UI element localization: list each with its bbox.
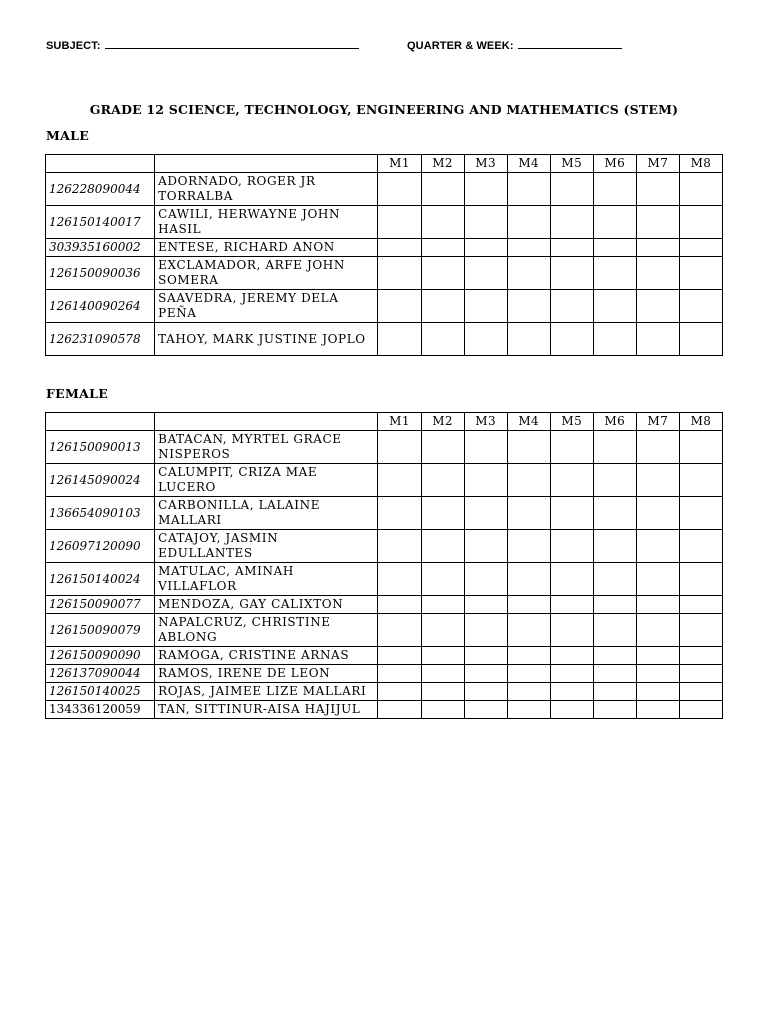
grade-cell-m7[interactable] <box>636 239 679 257</box>
grade-cell-m6[interactable] <box>593 596 636 614</box>
grade-cell-m5[interactable] <box>550 206 593 239</box>
quarter-week-blank[interactable] <box>518 38 622 49</box>
grade-cell-m7[interactable] <box>636 683 679 701</box>
table-row <box>46 323 723 356</box>
table-row <box>46 701 723 719</box>
grade-cell-m2[interactable] <box>421 323 464 356</box>
grade-cell-m2[interactable] <box>421 596 464 614</box>
grade-cell-m2[interactable] <box>421 647 464 665</box>
grade-cell-m3[interactable] <box>464 683 507 701</box>
grade-cell-m4[interactable] <box>507 701 550 719</box>
blank-id-header <box>46 413 155 431</box>
grade-cell-m1[interactable] <box>378 530 421 563</box>
table-row <box>46 614 723 647</box>
grade-cell-m1[interactable] <box>378 614 421 647</box>
table-row <box>46 257 723 290</box>
grade-cell-m4[interactable] <box>507 431 550 464</box>
student-name: SAAVEDRA, JEREMY DELA PEÑA <box>155 290 378 323</box>
grade-cell-m1[interactable] <box>378 431 421 464</box>
grade-cell-m5[interactable] <box>550 701 593 719</box>
grade-cell-m5[interactable] <box>550 257 593 290</box>
grade-cell-m1[interactable] <box>378 464 421 497</box>
student-name: CALUMPIT, CRIZA MAE LUCERO <box>155 464 378 497</box>
female-section-label: FEMALE <box>46 386 109 401</box>
grade-cell-m4[interactable] <box>507 257 550 290</box>
male-table-header <box>46 155 723 173</box>
grade-cell-m1[interactable] <box>378 665 421 683</box>
student-id: 126140090264 <box>46 290 155 323</box>
column-header-m4: M4 <box>507 413 550 431</box>
grade-cell-m3[interactable] <box>464 173 507 206</box>
subject-line <box>46 38 359 52</box>
grade-cell-m1[interactable] <box>378 323 421 356</box>
student-name: ROJAS, JAIMEE LIZE MALLARI <box>155 683 378 701</box>
grade-cell-m4[interactable] <box>507 290 550 323</box>
grade-cell-m8[interactable] <box>679 323 722 356</box>
grade-cell-m8[interactable] <box>679 464 722 497</box>
blank-name-header <box>155 155 378 173</box>
column-header-m8: M8 <box>679 413 722 431</box>
student-id: 126231090578 <box>46 323 155 356</box>
grade-cell-m2[interactable] <box>421 683 464 701</box>
grade-cell-m6[interactable] <box>593 665 636 683</box>
student-id: 126228090044 <box>46 173 155 206</box>
column-header-m3: M3 <box>464 155 507 173</box>
male-table-body <box>46 173 723 356</box>
column-header-m4: M4 <box>507 155 550 173</box>
quarter-week-label: QUARTER & WEEK: <box>407 40 514 52</box>
grade-cell-m4[interactable] <box>507 323 550 356</box>
grade-cell-m6[interactable] <box>593 683 636 701</box>
grade-cell-m5[interactable] <box>550 665 593 683</box>
grade-cell-m3[interactable] <box>464 563 507 596</box>
grade-cell-m7[interactable] <box>636 431 679 464</box>
grade-cell-m5[interactable] <box>550 239 593 257</box>
column-header-m3: M3 <box>464 413 507 431</box>
student-name: TAN, SITTINUR-AISA HAJIJUL <box>155 701 378 719</box>
grade-cell-m2[interactable] <box>421 464 464 497</box>
grade-cell-m7[interactable] <box>636 206 679 239</box>
grade-cell-m4[interactable] <box>507 173 550 206</box>
grade-cell-m8[interactable] <box>679 530 722 563</box>
grade-cell-m4[interactable] <box>507 647 550 665</box>
grade-cell-m3[interactable] <box>464 206 507 239</box>
grade-cell-m5[interactable] <box>550 614 593 647</box>
grade-cell-m4[interactable] <box>507 563 550 596</box>
grade-cell-m7[interactable] <box>636 173 679 206</box>
female-table-body <box>46 431 723 719</box>
grade-cell-m8[interactable] <box>679 239 722 257</box>
student-name: EXCLAMADOR, ARFE JOHN SOMERA <box>155 257 378 290</box>
student-id: 126150090013 <box>46 431 155 464</box>
grade-cell-m3[interactable] <box>464 497 507 530</box>
grade-cell-m1[interactable] <box>378 239 421 257</box>
column-header-m6: M6 <box>593 155 636 173</box>
grade-cell-m1[interactable] <box>378 647 421 665</box>
student-id: 126150090077 <box>46 596 155 614</box>
grade-cell-m7[interactable] <box>636 563 679 596</box>
male-section-label: MALE <box>46 128 90 143</box>
grade-cell-m7[interactable] <box>636 647 679 665</box>
grade-cell-m6[interactable] <box>593 206 636 239</box>
student-name: MATULAC, AMINAH VILLAFLOR <box>155 563 378 596</box>
column-header-m5: M5 <box>550 155 593 173</box>
student-name: RAMOGA, CRISTINE ARNAS <box>155 647 378 665</box>
male-roster-table <box>45 154 723 356</box>
grade-cell-m7[interactable] <box>636 665 679 683</box>
grade-cell-m7[interactable] <box>636 701 679 719</box>
grade-cell-m5[interactable] <box>550 497 593 530</box>
column-header-m8: M8 <box>679 155 722 173</box>
student-id: 126150140024 <box>46 563 155 596</box>
grade-cell-m2[interactable] <box>421 239 464 257</box>
grade-cell-m3[interactable] <box>464 239 507 257</box>
grade-cell-m7[interactable] <box>636 464 679 497</box>
student-id: 126150090036 <box>46 257 155 290</box>
student-id: 126150140017 <box>46 206 155 239</box>
student-name: TAHOY, MARK JUSTINE JOPLO <box>155 323 378 356</box>
grade-cell-m8[interactable] <box>679 614 722 647</box>
female-table-header <box>46 413 723 431</box>
column-header-m1: M1 <box>378 155 421 173</box>
table-row <box>46 665 723 683</box>
column-header-m2: M2 <box>421 413 464 431</box>
blank-name-header <box>155 413 378 431</box>
female-roster-table <box>45 412 723 719</box>
grade-cell-m3[interactable] <box>464 701 507 719</box>
grade-cell-m6[interactable] <box>593 614 636 647</box>
student-name: MENDOZA, GAY CALIXTON <box>155 596 378 614</box>
table-row <box>46 431 723 464</box>
grade-cell-m8[interactable] <box>679 563 722 596</box>
grade-cell-m1[interactable] <box>378 563 421 596</box>
grade-cell-m5[interactable] <box>550 173 593 206</box>
student-name: CAWILI, HERWAYNE JOHN HASIL <box>155 206 378 239</box>
student-name: NAPALCRUZ, CHRISTINE ABLONG <box>155 614 378 647</box>
quarter-week-line <box>407 38 622 52</box>
table-row <box>46 290 723 323</box>
grade-cell-m6[interactable] <box>593 497 636 530</box>
student-id: 126137090044 <box>46 665 155 683</box>
grade-cell-m3[interactable] <box>464 257 507 290</box>
grade-cell-m5[interactable] <box>550 647 593 665</box>
grade-cell-m4[interactable] <box>507 206 550 239</box>
column-header-m5: M5 <box>550 413 593 431</box>
grade-cell-m4[interactable] <box>507 497 550 530</box>
grade-cell-m2[interactable] <box>421 206 464 239</box>
grade-cell-m6[interactable] <box>593 257 636 290</box>
grade-cell-m8[interactable] <box>679 497 722 530</box>
grade-cell-m2[interactable] <box>421 701 464 719</box>
grade-cell-m4[interactable] <box>507 683 550 701</box>
grade-cell-m6[interactable] <box>593 647 636 665</box>
student-name: BATACAN, MYRTEL GRACE NISPEROS <box>155 431 378 464</box>
grade-cell-m8[interactable] <box>679 173 722 206</box>
grade-cell-m5[interactable] <box>550 530 593 563</box>
grade-cell-m7[interactable] <box>636 530 679 563</box>
student-name: CATAJOY, JASMIN EDULLANTES <box>155 530 378 563</box>
grade-cell-m3[interactable] <box>464 647 507 665</box>
grade-cell-m1[interactable] <box>378 206 421 239</box>
grade-cell-m8[interactable] <box>679 701 722 719</box>
grade-cell-m6[interactable] <box>593 530 636 563</box>
grade-cell-m1[interactable] <box>378 683 421 701</box>
student-name: RAMOS, IRENE DE LEON <box>155 665 378 683</box>
grade-cell-m8[interactable] <box>679 647 722 665</box>
document-title: GRADE 12 SCIENCE, TECHNOLOGY, ENGINEERING AND MATHEMATICS (STEM) <box>89 102 679 117</box>
grade-cell-m2[interactable] <box>421 530 464 563</box>
table-row <box>46 464 723 497</box>
grade-cell-m8[interactable] <box>679 290 722 323</box>
grade-cell-m1[interactable] <box>378 257 421 290</box>
grade-cell-m8[interactable] <box>679 206 722 239</box>
subject-label: SUBJECT: <box>46 40 101 52</box>
student-id: 134336120059 <box>46 701 155 719</box>
grade-cell-m3[interactable] <box>464 464 507 497</box>
grade-cell-m6[interactable] <box>593 431 636 464</box>
grade-cell-m1[interactable] <box>378 173 421 206</box>
student-id: 126097120090 <box>46 530 155 563</box>
grade-cell-m7[interactable] <box>636 614 679 647</box>
grade-cell-m8[interactable] <box>679 683 722 701</box>
grade-cell-m7[interactable] <box>636 323 679 356</box>
grade-cell-m5[interactable] <box>550 323 593 356</box>
subject-blank[interactable] <box>105 38 359 49</box>
grade-cell-m3[interactable] <box>464 323 507 356</box>
grade-cell-m2[interactable] <box>421 497 464 530</box>
grade-cell-m3[interactable] <box>464 431 507 464</box>
table-row <box>46 530 723 563</box>
column-header-m6: M6 <box>593 413 636 431</box>
grade-cell-m6[interactable] <box>593 239 636 257</box>
grade-cell-m2[interactable] <box>421 614 464 647</box>
grade-cell-m8[interactable] <box>679 596 722 614</box>
grade-cell-m7[interactable] <box>636 257 679 290</box>
grade-cell-m4[interactable] <box>507 239 550 257</box>
student-id: 126150090090 <box>46 647 155 665</box>
student-name: CARBONILLA, LALAINE MALLARI <box>155 497 378 530</box>
grade-cell-m3[interactable] <box>464 596 507 614</box>
table-row <box>46 683 723 701</box>
grade-cell-m2[interactable] <box>421 665 464 683</box>
grade-cell-m6[interactable] <box>593 323 636 356</box>
column-header-m2: M2 <box>421 155 464 173</box>
header-row <box>46 155 723 173</box>
student-id: 126150090079 <box>46 614 155 647</box>
grade-cell-m6[interactable] <box>593 290 636 323</box>
table-row <box>46 497 723 530</box>
grade-cell-m7[interactable] <box>636 290 679 323</box>
grade-cell-m4[interactable] <box>507 665 550 683</box>
grade-cell-m6[interactable] <box>593 173 636 206</box>
table-row <box>46 206 723 239</box>
table-row <box>46 239 723 257</box>
grade-cell-m6[interactable] <box>593 563 636 596</box>
student-id: 126150140025 <box>46 683 155 701</box>
table-row <box>46 173 723 206</box>
grade-cell-m8[interactable] <box>679 665 722 683</box>
grade-cell-m4[interactable] <box>507 614 550 647</box>
column-header-m1: M1 <box>378 413 421 431</box>
column-header-m7: M7 <box>636 155 679 173</box>
grade-cell-m8[interactable] <box>679 257 722 290</box>
grade-cell-m3[interactable] <box>464 614 507 647</box>
grade-cell-m3[interactable] <box>464 290 507 323</box>
grade-cell-m4[interactable] <box>507 530 550 563</box>
grade-cell-m7[interactable] <box>636 497 679 530</box>
grade-cell-m2[interactable] <box>421 431 464 464</box>
grade-cell-m7[interactable] <box>636 596 679 614</box>
table-row <box>46 596 723 614</box>
student-id: 303935160002 <box>46 239 155 257</box>
student-name: ENTESE, RICHARD ANON <box>155 239 378 257</box>
grade-cell-m5[interactable] <box>550 290 593 323</box>
grade-cell-m2[interactable] <box>421 257 464 290</box>
header-row <box>46 413 723 431</box>
grade-cell-m3[interactable] <box>464 665 507 683</box>
grade-cell-m1[interactable] <box>378 701 421 719</box>
grade-cell-m2[interactable] <box>421 173 464 206</box>
blank-id-header <box>46 155 155 173</box>
grade-cell-m4[interactable] <box>507 596 550 614</box>
grade-cell-m5[interactable] <box>550 596 593 614</box>
grade-cell-m1[interactable] <box>378 290 421 323</box>
student-name: ADORNADO, ROGER JR TORRALBA <box>155 173 378 206</box>
grade-cell-m2[interactable] <box>421 290 464 323</box>
grade-cell-m1[interactable] <box>378 596 421 614</box>
table-row <box>46 563 723 596</box>
grade-cell-m5[interactable] <box>550 464 593 497</box>
grade-cell-m5[interactable] <box>550 563 593 596</box>
grade-cell-m2[interactable] <box>421 563 464 596</box>
grade-cell-m5[interactable] <box>550 431 593 464</box>
grade-cell-m1[interactable] <box>378 497 421 530</box>
grade-cell-m6[interactable] <box>593 464 636 497</box>
column-header-m7: M7 <box>636 413 679 431</box>
student-id: 136654090103 <box>46 497 155 530</box>
student-id: 126145090024 <box>46 464 155 497</box>
table-row <box>46 647 723 665</box>
grade-cell-m4[interactable] <box>507 464 550 497</box>
grade-cell-m8[interactable] <box>679 431 722 464</box>
grade-cell-m3[interactable] <box>464 530 507 563</box>
grade-cell-m6[interactable] <box>593 701 636 719</box>
grade-cell-m5[interactable] <box>550 683 593 701</box>
